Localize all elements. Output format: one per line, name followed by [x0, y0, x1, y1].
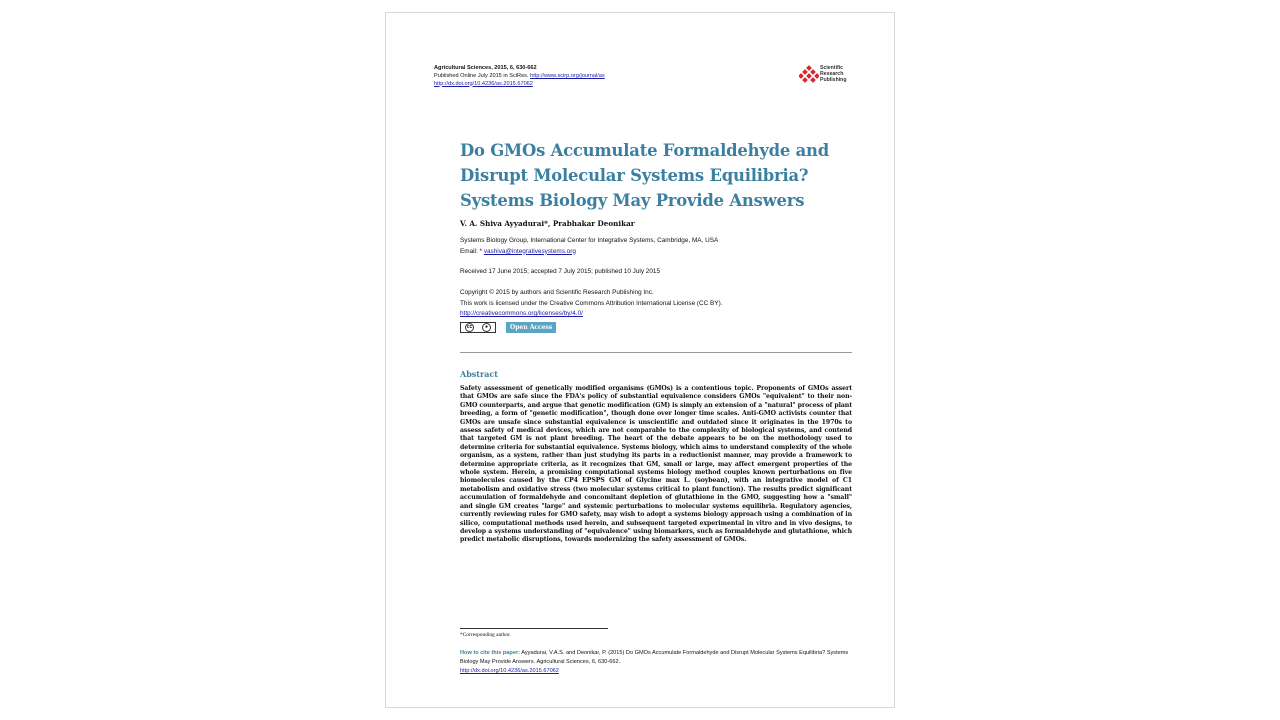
- affiliation-block: [460, 236, 718, 257]
- authors: V. A. Shiva Ayyadurai*, Prabhakar Deonikar: [460, 219, 635, 228]
- section-divider: [460, 352, 852, 353]
- journal-name: Agricultural Sciences, 2015, 6, 630-662: [434, 65, 537, 71]
- affiliation: Systems Biology Group, International Center for Integrative Systems, Cambridge, MA, USA: [460, 237, 719, 244]
- footnote-divider: [460, 628, 608, 629]
- citation-label: How to cite this paper:: [460, 650, 520, 656]
- citation-block: [460, 649, 856, 677]
- footnote: *Corresponding author.: [460, 632, 511, 638]
- copyright: Copyright © 2015 by authors and Scientific Research Publishing Inc.: [460, 289, 654, 296]
- license-text: This work is licensed under the Creative Commons Attribution International License (CC BY).: [460, 299, 723, 307]
- publication-dates: Received 17 June 2015; accepted 7 July 2015; published 10 July 2015: [460, 268, 661, 275]
- license-link[interactable]: http://creativecommons.org/licenses/by/4.0/: [460, 310, 583, 317]
- license-badges: [460, 321, 556, 333]
- abstract-heading: Abstract: [460, 369, 498, 379]
- publisher-logo: [799, 65, 859, 87]
- email-link[interactable]: vashiva@integrativesystems.org: [483, 247, 576, 255]
- citation-text: Ayyadurai, V.A.S. and Deonikar, P. (2015) Do GMOs Accumulate Formaldehyde and Disrupt Molecular Systems Equilibria? Systems Biology May Provide Answers. Agricultural Sciences, 6, 630-662.: [460, 650, 849, 666]
- journal-link[interactable]: http://www.scirp.org/journal/as: [530, 72, 605, 79]
- citation-doi-link[interactable]: http://dx.doi.org/10.4236/as.2015.67062: [460, 668, 559, 675]
- open-access-badge: Open Access: [506, 322, 556, 333]
- abstract-text: Safety assessment of genetically modified organisms (GMOs) is a contentious topic. Proponents of GMOs assert that GMOs are safe since the FDA's policy of substantial equivalence considers GMOs "equivalent" to their non-GMO counterparts, and argue that genetic modification (GM) is simply an extension of a "natural" process of plant breeding, a form of "genetic modification", though done over longer time scales. Anti-GMO activists counter that GMOs are unsafe since substantial equivalence is unscientific and outdated since it originates in the 1970s to assess safety of medical devices, which are not comparable to the complexity of biological systems, and contend that targeted GM is not plant breeding. The heart of the debate appears to be on the methodology used to determine criteria for substantial equivalence. Systems biology, which aims to understand complexity of the whole organism, as a system, rather than just studying its parts in a reductionist manner, may provide a framework to determine appropriate criteria, as it recognizes that GM, small or large, may affect emergent properties of the whole system. Herein, a promising computational systems biology method couples known perturbations on five biomolecules caused by the CP4 EPSPS GM of Glycine max L. (soybean), with an integrative model of C1 metabolism and oxidative stress (two molecular systems critical to plant function). The results predict significant accumulation of formaldehyde and concomitant depletion of glutathione in the GMO, suggesting how a "small" and single GM creates "large" and systemic perturbations to molecular systems equilibria. Regulatory agencies, currently reviewing rules for GMO safety, may wish to adopt a systems biology approach using a combination of in silico, computational methods used herein, and subsequent targeted experimental in vitro and in vivo designs, to develop a systems understanding of "equivalence" using biomarkers, such as formaldehyde and glutathione, which predict metabolic disruptions, towards modernizing the safety assessment of GMOs.: [460, 385, 852, 544]
- publisher-logo-text: Scientific Research Publishing: [820, 65, 847, 83]
- doi-link[interactable]: http://dx.doi.org/10.4236/as.2015.67062: [434, 80, 533, 87]
- by-person-icon: ●: [482, 323, 491, 332]
- abstract-body: [460, 385, 852, 545]
- article-title: Do GMOs Accumulate Formaldehyde and Disrupt Molecular Systems Equilibria? Systems Biology May Provide Answers: [460, 141, 830, 210]
- published-line: Published Online July 2015 in SciRes. http://www.scirp.org/journal/as: [434, 72, 605, 79]
- cc-by-badge[interactable]: [460, 322, 496, 333]
- email-line: Email: * vashiva@integrativesystems.org: [460, 247, 576, 255]
- document-page: [385, 12, 895, 708]
- publisher-logo-mark: [799, 65, 819, 85]
- cc-icon: cc: [466, 323, 473, 330]
- copyright-block: [460, 288, 723, 320]
- journal-header: [434, 65, 605, 88]
